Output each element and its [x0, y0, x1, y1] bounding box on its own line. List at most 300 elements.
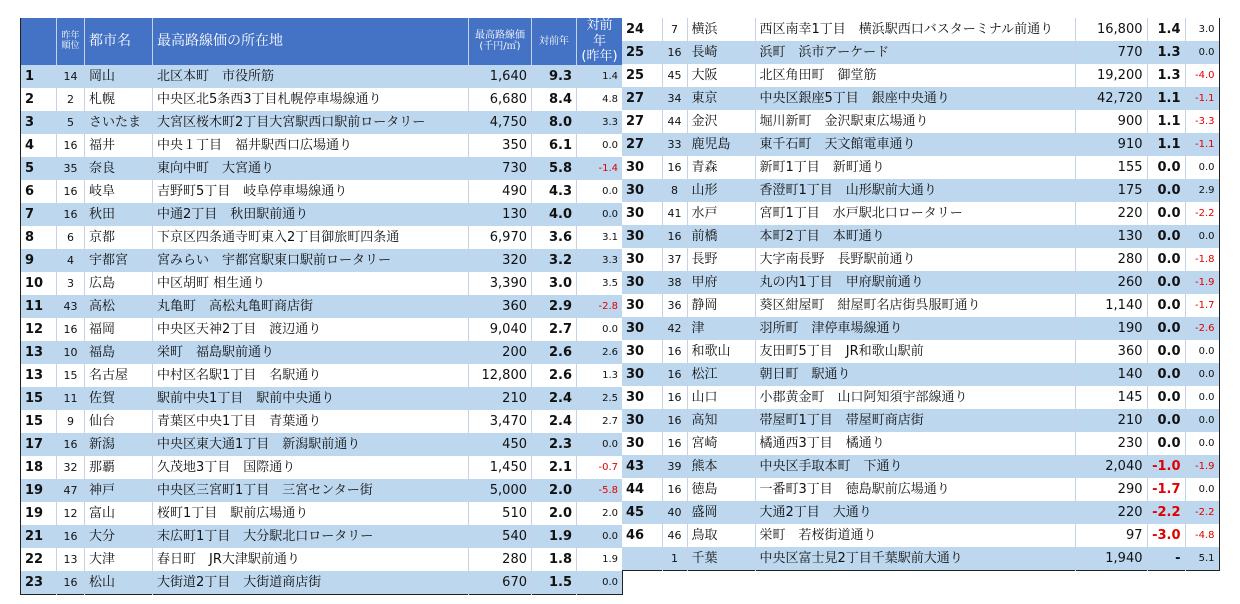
price-cell: 210	[1075, 409, 1147, 432]
prev-yoy-cell: 1.9	[577, 548, 623, 571]
rank-cell: 30	[622, 317, 662, 340]
city-cell: 熊本	[687, 455, 755, 478]
table-row	[21, 88, 623, 111]
yoy-cell: 3.6	[532, 226, 577, 249]
city-cell: 宮崎	[687, 432, 755, 455]
rank-cell: 12	[21, 318, 57, 341]
table-row	[622, 64, 1219, 87]
location-cell: 西区南幸1丁目 横浜駅西口バスターミナル前通り	[755, 18, 1075, 41]
prev-yoy-cell: 3.3	[577, 249, 623, 272]
rank-cell: 30	[622, 294, 662, 317]
prev-rank-cell: 16	[662, 340, 687, 363]
yoy-cell: 0.0	[1147, 294, 1185, 317]
city-cell: 宇都宮	[85, 249, 153, 272]
prev-rank-cell: 40	[662, 501, 687, 524]
prev-rank-cell: 3	[57, 272, 85, 295]
rank-cell: 8	[21, 226, 57, 249]
price-cell: 360	[1075, 340, 1147, 363]
table-row	[622, 87, 1219, 110]
rank-cell: 6	[21, 180, 57, 203]
prev-yoy-cell: 3.5	[577, 272, 623, 295]
city-cell: 高松	[85, 295, 153, 318]
prev-yoy-cell: 3.1	[577, 226, 623, 249]
rank-cell: 24	[622, 18, 662, 41]
prev-yoy-cell: 0.0	[1185, 386, 1219, 409]
yoy-cell: 8.4	[532, 88, 577, 111]
yoy-cell: 2.6	[532, 364, 577, 387]
table-row	[21, 65, 623, 88]
city-cell: 徳島	[687, 478, 755, 501]
yoy-cell: 0.0	[1147, 156, 1185, 179]
prev-rank-cell: 37	[662, 248, 687, 271]
city-cell: 大分	[85, 525, 153, 548]
yoy-cell: 2.0	[532, 479, 577, 502]
prev-rank-cell: 16	[662, 386, 687, 409]
yoy-cell: 1.4	[1147, 18, 1185, 41]
prev-yoy-cell: -1.1	[1185, 87, 1219, 110]
table-row	[21, 571, 623, 595]
prev-yoy-cell: -1.1	[1185, 133, 1219, 156]
city-cell: 広島	[85, 272, 153, 295]
prev-rank-cell: 16	[662, 225, 687, 248]
location-cell: 中央区天神2丁目 渡辺通り	[153, 318, 469, 341]
table-row	[622, 524, 1219, 547]
price-cell: 220	[1075, 202, 1147, 225]
rank-cell: 5	[21, 157, 57, 180]
rank-cell: 30	[622, 271, 662, 294]
prev-yoy-cell: -3.3	[1185, 110, 1219, 133]
city-cell: 那覇	[85, 456, 153, 479]
location-cell: 友田町5丁目 JR和歌山駅前	[755, 340, 1075, 363]
prev-rank-cell: 14	[57, 65, 85, 88]
prev-rank-cell: 35	[57, 157, 85, 180]
table-row	[21, 295, 623, 318]
prev-yoy-cell: 2.9	[1185, 179, 1219, 202]
price-cell: 900	[1075, 110, 1147, 133]
prev-rank-cell: 16	[662, 156, 687, 179]
prev-rank-cell: 42	[662, 317, 687, 340]
prev-rank-cell: 8	[662, 179, 687, 202]
location-cell: 末広町1丁目 大分駅北口ロータリー	[153, 525, 469, 548]
table-row	[622, 179, 1219, 202]
rank-cell: 19	[21, 479, 57, 502]
location-cell: 北区本町 市役所筋	[153, 65, 469, 88]
table-row	[21, 341, 623, 364]
table-row	[21, 203, 623, 226]
prev-yoy-cell: -1.4	[577, 157, 623, 180]
prev-yoy-cell: 0.0	[577, 571, 623, 595]
table-row	[21, 364, 623, 387]
prev-rank-cell: 16	[57, 180, 85, 203]
city-cell: 鹿児島	[687, 133, 755, 156]
prev-rank-cell: 6	[57, 226, 85, 249]
price-cell: 1,640	[469, 65, 532, 88]
yoy-cell: 2.6	[532, 341, 577, 364]
location-cell: 大字南長野 長野駅前通り	[755, 248, 1075, 271]
yoy-cell: 1.8	[532, 548, 577, 571]
rank-cell: 13	[21, 341, 57, 364]
table-row	[21, 433, 623, 456]
city-cell: 鳥取	[687, 524, 755, 547]
prev-yoy-cell: -1.7	[1185, 294, 1219, 317]
prev-rank-cell: 16	[57, 134, 85, 157]
location-cell: 下京区四条通寺町東入2丁目御旅町四条通	[153, 226, 469, 249]
table-row	[622, 294, 1219, 317]
yoy-cell: 0.0	[1147, 317, 1185, 340]
prev-rank-cell: 9	[57, 410, 85, 433]
price-cell: 320	[469, 249, 532, 272]
rank-cell: 27	[622, 110, 662, 133]
prev-rank-cell: 5	[57, 111, 85, 134]
table-row	[21, 249, 623, 272]
city-cell: 前橋	[687, 225, 755, 248]
price-cell: 1,940	[1075, 547, 1147, 571]
location-cell: 中村区名駅1丁目 名駅通り	[153, 364, 469, 387]
prev-rank-cell: 39	[662, 455, 687, 478]
price-cell: 4,750	[469, 111, 532, 134]
location-cell: 堀川新町 金沢駅東広場通り	[755, 110, 1075, 133]
prev-yoy-cell: 0.0	[1185, 363, 1219, 386]
prev-yoy-cell: 0.0	[577, 180, 623, 203]
rank-cell: 3	[21, 111, 57, 134]
prev-rank-cell: 45	[662, 64, 687, 87]
prev-rank-cell: 34	[662, 87, 687, 110]
prev-rank-cell: 16	[57, 318, 85, 341]
table-row	[21, 479, 623, 502]
rank-cell: 45	[622, 501, 662, 524]
prev-rank-cell: 16	[57, 203, 85, 226]
header-yoy: 対前年	[532, 18, 577, 65]
yoy-cell: 1.3	[1147, 41, 1185, 64]
rank-cell: 1	[21, 65, 57, 88]
yoy-cell: -2.2	[1147, 501, 1185, 524]
table-row	[21, 387, 623, 410]
yoy-cell: 6.1	[532, 134, 577, 157]
yoy-cell: 1.9	[532, 525, 577, 548]
yoy-cell: 5.8	[532, 157, 577, 180]
rank-cell: 27	[622, 133, 662, 156]
prev-yoy-cell: 2.6	[577, 341, 623, 364]
location-cell: 中区胡町 相生通り	[153, 272, 469, 295]
rank-cell: 23	[21, 571, 57, 595]
yoy-cell: 0.0	[1147, 432, 1185, 455]
prev-rank-cell: 47	[57, 479, 85, 502]
price-cell: 450	[469, 433, 532, 456]
rank-cell: 30	[622, 225, 662, 248]
table-row	[21, 318, 623, 341]
table-row	[21, 410, 623, 433]
prev-rank-cell: 16	[57, 571, 85, 595]
prev-yoy-cell: 5.1	[1185, 547, 1219, 571]
yoy-cell: 0.0	[1147, 179, 1185, 202]
yoy-cell: 0.0	[1147, 248, 1185, 271]
price-cell: 290	[1075, 478, 1147, 501]
price-cell: 42,720	[1075, 87, 1147, 110]
prev-yoy-cell: -1.9	[1185, 455, 1219, 478]
yoy-cell: 0.0	[1147, 202, 1185, 225]
city-cell: 福井	[85, 134, 153, 157]
city-cell: 岐阜	[85, 180, 153, 203]
location-cell: 大宮区桜木町2丁目大宮駅西口駅前ロータリー	[153, 111, 469, 134]
ranking-table-right	[622, 18, 1220, 571]
header-price: 最高路線価 (千円/㎡)	[469, 18, 532, 65]
yoy-cell: 3.0	[532, 272, 577, 295]
prev-rank-cell: 16	[662, 363, 687, 386]
ranking-table-left	[20, 18, 623, 595]
price-cell: 130	[469, 203, 532, 226]
location-cell: 橘通西3丁目 橘通り	[755, 432, 1075, 455]
rank-cell: 30	[622, 156, 662, 179]
header-prev-yoy: 対前年 (昨年)	[577, 18, 623, 65]
table-row	[21, 134, 623, 157]
location-cell: 本町2丁目 本町通り	[755, 225, 1075, 248]
price-cell: 350	[469, 134, 532, 157]
yoy-cell: 4.0	[532, 203, 577, 226]
price-cell: 360	[469, 295, 532, 318]
city-cell: 金沢	[687, 110, 755, 133]
prev-yoy-cell: 4.8	[577, 88, 623, 111]
city-cell: 盛岡	[687, 501, 755, 524]
city-cell: 和歌山	[687, 340, 755, 363]
rank-cell: 30	[622, 363, 662, 386]
table-row	[622, 386, 1219, 409]
prev-rank-cell: 11	[57, 387, 85, 410]
prev-yoy-cell: -4.0	[1185, 64, 1219, 87]
city-cell: 青森	[687, 156, 755, 179]
price-cell: 1,450	[469, 456, 532, 479]
price-cell: 6,970	[469, 226, 532, 249]
city-cell: 福岡	[85, 318, 153, 341]
yoy-cell: 9.3	[532, 65, 577, 88]
city-cell: 松江	[687, 363, 755, 386]
price-cell: 200	[469, 341, 532, 364]
price-cell: 5,000	[469, 479, 532, 502]
table-row	[622, 363, 1219, 386]
prev-rank-cell: 13	[57, 548, 85, 571]
table-row	[622, 340, 1219, 363]
yoy-cell: 0.0	[1147, 340, 1185, 363]
prev-yoy-cell: 0.0	[1185, 41, 1219, 64]
header-rank	[21, 18, 57, 65]
yoy-cell: 4.3	[532, 180, 577, 203]
location-cell: 丸の内1丁目 甲府駅前通り	[755, 271, 1075, 294]
price-cell: 9,040	[469, 318, 532, 341]
prev-yoy-cell: -1.9	[1185, 271, 1219, 294]
yoy-cell: -1.0	[1147, 455, 1185, 478]
location-cell: 中央区三宮町1丁目 三宮センター街	[153, 479, 469, 502]
price-cell: 220	[1075, 501, 1147, 524]
price-cell: 770	[1075, 41, 1147, 64]
table-row	[622, 455, 1219, 478]
prev-yoy-cell: -2.6	[1185, 317, 1219, 340]
city-cell: 津	[687, 317, 755, 340]
yoy-cell: 8.0	[532, 111, 577, 134]
location-cell: 朝日町 駅通り	[755, 363, 1075, 386]
rank-cell: 17	[21, 433, 57, 456]
location-cell: 丸亀町 高松丸亀町商店街	[153, 295, 469, 318]
prev-rank-cell: 43	[57, 295, 85, 318]
rank-cell: 30	[622, 386, 662, 409]
table-header	[21, 18, 623, 65]
prev-yoy-cell: 2.7	[577, 410, 623, 433]
location-cell: 東向中町 大宮通り	[153, 157, 469, 180]
location-cell: 中央区北5条西3丁目札幌停車場線通り	[153, 88, 469, 111]
yoy-cell: -	[1147, 547, 1185, 571]
price-cell: 130	[1075, 225, 1147, 248]
location-cell: 桜町1丁目 駅前広場通り	[153, 502, 469, 525]
location-cell: 中央区富士見2丁目千葉駅前大通り	[755, 547, 1075, 571]
prev-rank-cell: 10	[57, 341, 85, 364]
price-cell: 6,680	[469, 88, 532, 111]
rank-cell: 18	[21, 456, 57, 479]
price-cell: 260	[1075, 271, 1147, 294]
city-cell: 長野	[687, 248, 755, 271]
prev-rank-cell: 2	[57, 88, 85, 111]
table-row	[21, 157, 623, 180]
location-cell: 大通2丁目 大通り	[755, 501, 1075, 524]
prev-yoy-cell: 3.3	[577, 111, 623, 134]
yoy-cell: 2.4	[532, 387, 577, 410]
prev-yoy-cell: -4.8	[1185, 524, 1219, 547]
prev-rank-cell: 16	[662, 478, 687, 501]
table-row	[622, 41, 1219, 64]
location-cell: 羽所町 津停車場線通り	[755, 317, 1075, 340]
prev-yoy-cell: 0.0	[1185, 409, 1219, 432]
table-row	[21, 525, 623, 548]
location-cell: 香澄町1丁目 山形駅前大通り	[755, 179, 1075, 202]
prev-yoy-cell: -0.7	[577, 456, 623, 479]
city-cell: さいたま	[85, 111, 153, 134]
price-cell: 140	[1075, 363, 1147, 386]
prev-yoy-cell: -2.2	[1185, 501, 1219, 524]
rank-cell: 27	[622, 87, 662, 110]
prev-yoy-cell: 0.0	[1185, 340, 1219, 363]
rank-cell: 15	[21, 410, 57, 433]
city-cell: 千葉	[687, 547, 755, 571]
rank-cell: 7	[21, 203, 57, 226]
location-cell: 北区角田町 御堂筋	[755, 64, 1075, 87]
table-row	[622, 432, 1219, 455]
location-cell: 吉野町5丁目 岐阜停車場線通り	[153, 180, 469, 203]
yoy-cell: 2.0	[532, 502, 577, 525]
table-row	[622, 225, 1219, 248]
table-row	[21, 272, 623, 295]
city-cell: 大阪	[687, 64, 755, 87]
prev-rank-cell: 33	[662, 133, 687, 156]
prev-yoy-cell: 3.0	[1185, 18, 1219, 41]
prev-rank-cell: 16	[662, 432, 687, 455]
location-cell: 宮町1丁目 水戸駅北口ロータリー	[755, 202, 1075, 225]
city-cell: 神戸	[85, 479, 153, 502]
price-cell: 190	[1075, 317, 1147, 340]
prev-rank-cell: 38	[662, 271, 687, 294]
table-row	[622, 202, 1219, 225]
yoy-cell: 1.5	[532, 571, 577, 595]
price-cell: 175	[1075, 179, 1147, 202]
prev-yoy-cell: 0.0	[1185, 478, 1219, 501]
rank-cell: 22	[21, 548, 57, 571]
city-cell: 山形	[687, 179, 755, 202]
yoy-cell: -1.7	[1147, 478, 1185, 501]
prev-yoy-cell: -2.2	[1185, 202, 1219, 225]
price-cell: 19,200	[1075, 64, 1147, 87]
city-cell: 富山	[85, 502, 153, 525]
rank-cell: 30	[622, 432, 662, 455]
location-cell: 中央１丁目 福井駅西口広場通り	[153, 134, 469, 157]
table-row	[622, 478, 1219, 501]
location-cell: 中通2丁目 秋田駅前通り	[153, 203, 469, 226]
rank-cell	[622, 547, 662, 571]
price-cell: 670	[469, 571, 532, 595]
city-cell: 松山	[85, 571, 153, 595]
location-cell: 小郡黄金町 山口阿知須宇部線通り	[755, 386, 1075, 409]
rank-cell: 44	[622, 478, 662, 501]
rank-cell: 9	[21, 249, 57, 272]
rank-cell: 13	[21, 364, 57, 387]
table-row	[622, 317, 1219, 340]
location-cell: 新町1丁目 新町通り	[755, 156, 1075, 179]
rank-cell: 30	[622, 202, 662, 225]
prev-rank-cell: 46	[662, 524, 687, 547]
yoy-cell: 1.1	[1147, 110, 1185, 133]
price-cell: 730	[469, 157, 532, 180]
price-cell: 3,390	[469, 272, 532, 295]
city-cell: 名古屋	[85, 364, 153, 387]
location-cell: 一番町3丁目 徳島駅前広場通り	[755, 478, 1075, 501]
prev-yoy-cell: 0.0	[577, 433, 623, 456]
table-row	[622, 501, 1219, 524]
yoy-cell: 0.0	[1147, 409, 1185, 432]
city-cell: 長崎	[687, 41, 755, 64]
price-cell: 2,040	[1075, 455, 1147, 478]
yoy-cell: 1.1	[1147, 133, 1185, 156]
yoy-cell: 2.4	[532, 410, 577, 433]
prev-rank-cell: 12	[57, 502, 85, 525]
yoy-cell: 1.1	[1147, 87, 1185, 110]
prev-yoy-cell: -5.8	[577, 479, 623, 502]
header-prev-rank: 昨年 順位	[57, 18, 85, 65]
rank-cell: 10	[21, 272, 57, 295]
price-cell: 910	[1075, 133, 1147, 156]
yoy-cell: 0.0	[1147, 271, 1185, 294]
prev-yoy-cell: 0.0	[1185, 225, 1219, 248]
location-cell: 宮みらい 宇都宮駅東口駅前ロータリー	[153, 249, 469, 272]
yoy-cell: 0.0	[1147, 225, 1185, 248]
price-cell: 145	[1075, 386, 1147, 409]
table-row	[21, 226, 623, 249]
rank-cell: 30	[622, 179, 662, 202]
rank-cell: 11	[21, 295, 57, 318]
location-cell: 駅前中央1丁目 駅前中央通り	[153, 387, 469, 410]
prev-yoy-cell: -1.8	[1185, 248, 1219, 271]
price-cell: 280	[469, 548, 532, 571]
yoy-cell: 2.1	[532, 456, 577, 479]
price-cell: 540	[469, 525, 532, 548]
table-row	[622, 547, 1219, 571]
location-cell: 浜町 浜市アーケード	[755, 41, 1075, 64]
location-cell: 久茂地3丁目 国際通り	[153, 456, 469, 479]
price-cell: 1,140	[1075, 294, 1147, 317]
price-cell: 490	[469, 180, 532, 203]
price-cell: 16,800	[1075, 18, 1147, 41]
table-row	[21, 111, 623, 134]
prev-yoy-cell: 0.0	[1185, 432, 1219, 455]
location-cell: 栄町 福島駅前通り	[153, 341, 469, 364]
prev-rank-cell: 16	[662, 409, 687, 432]
table-row	[622, 18, 1219, 41]
table-row	[21, 456, 623, 479]
prev-rank-cell: 44	[662, 110, 687, 133]
